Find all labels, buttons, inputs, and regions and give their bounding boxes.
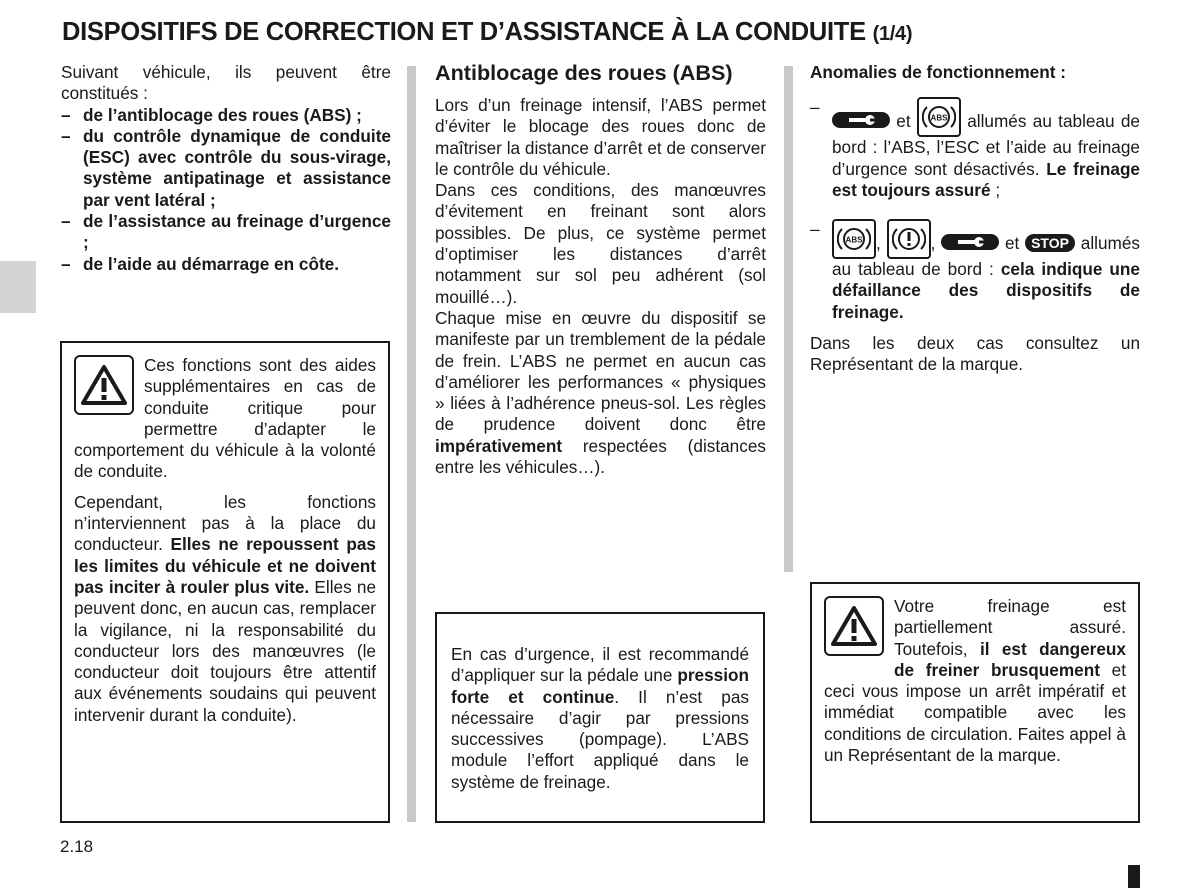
svg-text:ABS: ABS xyxy=(845,235,863,245)
emergency-note-box xyxy=(435,612,765,823)
abs-warning-icon xyxy=(832,219,876,259)
warning-triangle-icon xyxy=(74,355,134,415)
warning-box-right xyxy=(810,582,1140,823)
intro-text: Suivant véhicule, ils peuvent être constitués : xyxy=(61,62,391,104)
column-separator-1 xyxy=(407,66,416,822)
wrench-icon xyxy=(941,234,999,250)
warning-paragraph-1: Ces fonctions sont des aides supplémentaires en cas de conduite critique pour permettre d’adapter le comportement du véhicule à la volonté de conduite. xyxy=(74,355,376,482)
column-1 xyxy=(61,62,391,275)
warning-triangle-icon xyxy=(824,596,884,656)
abs-warning-icon xyxy=(917,97,961,137)
warning-box-left xyxy=(60,341,390,823)
wrench-icon xyxy=(832,112,890,128)
brake-warning-icon xyxy=(887,219,931,259)
column-2 xyxy=(435,95,766,478)
braking-warning-text: Votre freinage est partiellement assuré. Toutefois, il est dangereux de freiner brusquement et ceci vous impose un arrêt impératif et immédiat compatible avec les conditions de circulation. Faites appel à un Représentant de la marque. xyxy=(824,596,1127,766)
stop-icon: STOP xyxy=(1025,234,1075,252)
column-separator-2 xyxy=(784,66,793,572)
list-item: – de l’assistance au freinage d’urgence ; xyxy=(61,211,391,253)
anomalies-heading: Anomalies de fonctionnement : xyxy=(810,62,1066,82)
page-title-text: DISPOSITIFS DE CORRECTION ET D’ASSISTANCE À LA CONDUITE xyxy=(62,18,866,46)
function-list xyxy=(61,105,391,275)
list-item: – de l’aide au démarrage en côte. xyxy=(61,253,339,274)
anomaly-item-1: – et ABS allumés au tableau de bord : l’ABS, l’ESC et l’aide au freinage d’urgence sont désactivés. Le freinage est toujours assuré ; xyxy=(810,97,1140,200)
abs-heading: Antiblocage des roues (ABS) xyxy=(435,60,733,85)
page-title xyxy=(62,18,1162,47)
page-title-suffix: (1/4) xyxy=(872,23,913,45)
closing-text: Dans les deux cas consultez un Représentant de la marque. xyxy=(810,333,1140,375)
page-number: 2.18 xyxy=(60,837,94,856)
section-tab xyxy=(0,261,36,313)
page-corner-mark xyxy=(1128,865,1140,888)
abs-paragraph-1: Lors d’un freinage intensif, l’ABS permet d’éviter le blocage des roues donc de maîtriser la distance d’arrêt et de conserver le contrôle du véhicule. xyxy=(435,95,766,179)
column-3 xyxy=(810,62,1140,376)
list-item: – de l’antiblocage des roues (ABS) ; xyxy=(61,104,362,125)
emergency-note-text: En cas d’urgence, il est recommandé d’appliquer sur la pédale une pression forte et continue. Il n’est pas nécessaire d’agir par pressions successives (pompage). L’ABS module l’effort appliqué dans le système de freinage. xyxy=(451,644,749,792)
list-item: – du contrôle dynamique de conduite (ESC) avec contrôle du sous-virage, système antipatinage et assistance par vent latéral ; xyxy=(61,125,391,210)
abs-paragraph-3: Chaque mise en œuvre du dispositif se manifeste par un tremblement de la pédale de frein. L’ABS ne permet en aucun cas d’améliorer les performances « physiques » liées à l’adhérence pneus-sol. Les règles de prudence doivent donc être impérativement respectées (distances entre les véhicules…). xyxy=(435,307,766,478)
warning-paragraph-2: Cependant, les fonctions n’interviennent pas à la place du conducteur. Elles ne repoussent pas les limites du véhicule et ne doivent pas inciter à rouler plus vite. Elles ne peuvent donc, en aucun cas, remplacer la vigilance, ni la responsabilité du conducteur lors des manœuvres (le conducteur doit toujours être attentif aux événements soudains qui peuvent intervenir durant la conduite). xyxy=(74,491,376,725)
anomaly-item-2: – ABS , , et STOP allumés au tableau de bord : cela indique une défaillance des dispositifs de freinage. xyxy=(810,219,1140,322)
abs-paragraph-2: Dans ces conditions, des manœuvres d’évitement en freinant sont alors possibles. De plus, ce système permet d’optimiser les distances d’arrêt notamment sur sol peu adhérent (sol mouillé…). xyxy=(435,180,766,307)
svg-text:ABS: ABS xyxy=(930,113,948,123)
